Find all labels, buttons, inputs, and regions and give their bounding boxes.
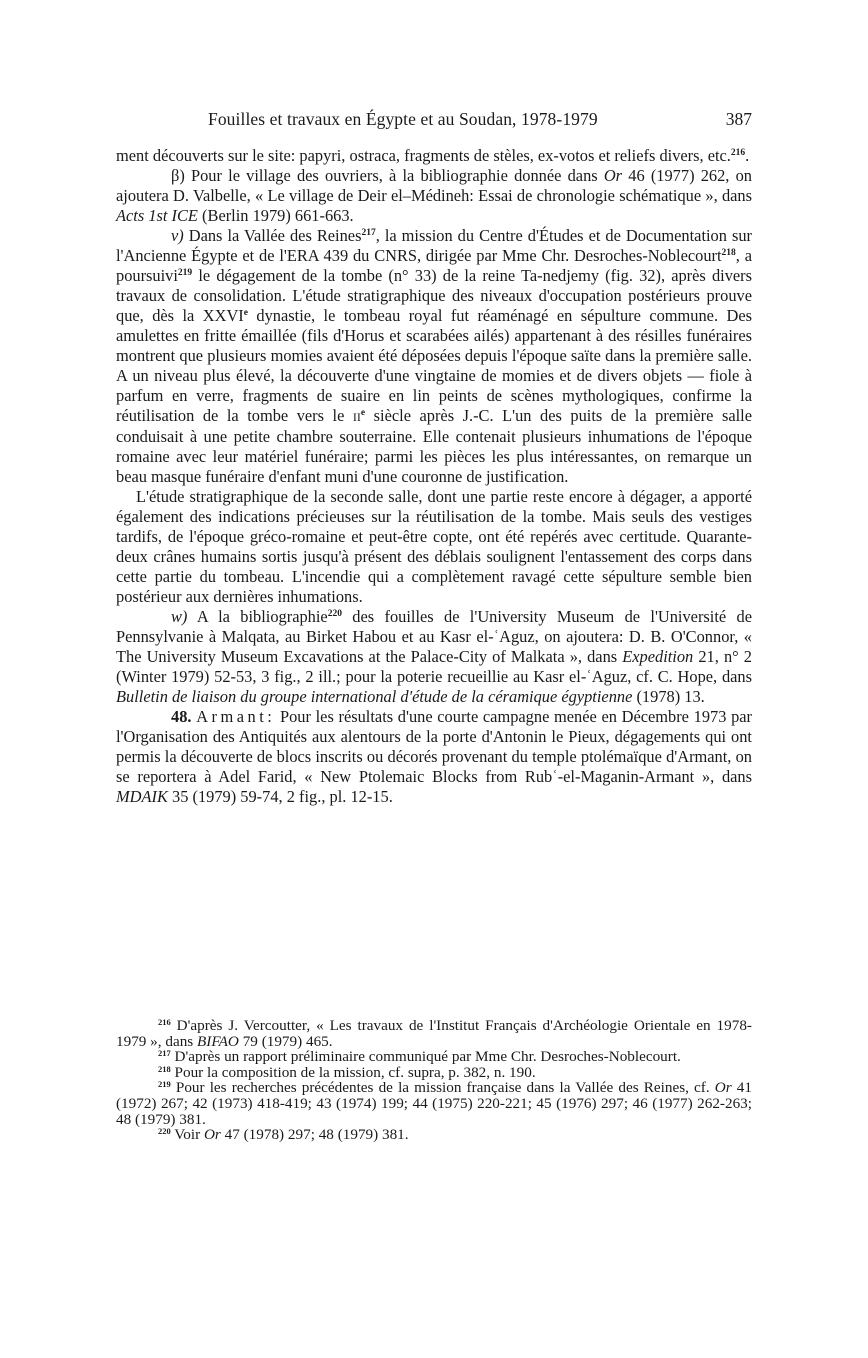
footnote-ref-219[interactable]: 219 (177, 268, 193, 278)
footnote-ref-218[interactable]: 218 (721, 248, 736, 258)
running-header (116, 109, 752, 135)
section-place: Armant: (196, 707, 276, 726)
footnote-ref-216[interactable]: 216 (730, 148, 746, 158)
paragraph-armant: 48. Armant: Pour les résultats d'une courte campagne menée en Décembre 1973 par l'Organisation des Antiquités aux alentours de la porte d'Antonin le Pieux, dégagements qui ont permis la découverte de blocs inscrits ou décorés provenant du temple ptolémaïque d'Armant, on se reportera à Adel Farid, « New Ptolemaic Blocks from Rubʿ-el-Maganin-Armant », dans MDAIK 35 (1979) 59-74, 2 fig., pl. 12-15. (116, 707, 753, 806)
footnote-ref-217[interactable]: 217 (361, 228, 376, 238)
paragraph-malqata: w) A la bibliographie$^{220}$ des fouilles de l'University Museum de l'Université de Pennsylvanie à Malqata, au Birket Habou et au Kasr el-ʿAguz, on ajoutera: D. B. O'Connor, « The University Museum Excavations at the Palace-City of Malkata », dans Expedition 21, n° 2 (Winter 1979) 52-53, 3 fig., 2 ill.; pour la poterie recueillie au Kasr el-ʿAguz, cf. C. Hope, dans Bulletin de liaison du groupe international d'étude de la céramique égyptienne (1978) 13. (116, 607, 752, 706)
footnotes (116, 1018, 752, 1143)
footnote-218: $^{218}$ Pour la composition de la mission, cf. supra, p. 382, n. 190. (158, 1063, 536, 1081)
paragraph-valley-of-queens: v) Dans la Vallée des Reines$^{217}$, la mission du Centre d'Études et de Documentation sur l'Ancienne Égypte et de l'ERA 439 du CNRS, dirigée par Mme Chr. Desroches-Noblecourt$^{218}$, a poursuivi$^{219}$ le dégagement de la tombe (n° 33) de la reine Ta-nedjemy (fig. 32), après divers travaux de consolidation. L'étude stratigraphique des niveaux d'occupation postérieurs prouve que, dès la XXVIe dynastie, le tombeau royal fut réaménagé en sépulture commune. Des amulettes en fritte émaillée (fils d'Horus et scarabées ailés) appartenant à des résilles funéraires montrent que plusieurs momies avaient été déposées depuis l'époque saïte dans la première salle. A un niveau plus élevé, la découverte d'une vingtaine de momies et de divers objets — fiole à parfum en verre, fragments de suaire en lin peints de scènes mythologiques, confirme la réutilisation de la tombe vers le IIe siècle après J.-C. L'un des puits de la première salle conduisait à une petite chambre souterraine. Elle contenait plusieurs inhumations de l'époque romaine avec leur matériel funéraire; parmi les pièces les plus intéressantes, on remarque un beau masque funéraire d'enfant muni d'une couronne de justification. (116, 226, 752, 486)
footnote-219: $^{219}$ Pour les recherches précédentes de la mission française dans la Vallée des Reines, cf. Or 41 (1972) 267; 42 (1973) 418-419; 43 (1974) 199; 44 (1975) 220-221; 45 (1976) 297; 46 (1977) 262-263; 48 (1979) 381. (116, 1079, 752, 1128)
running-title: Fouilles et travaux en Égypte et au Soudan, 1978-1979 (208, 109, 598, 129)
footnote-217: $^{217}$ D'après un rapport préliminaire communiqué par Mme Chr. Desroches-Noblecourt. (158, 1048, 681, 1066)
page-number: 387 (725, 109, 752, 129)
footnote-ref-220[interactable]: 220 (327, 609, 342, 619)
paragraph-second-room: L'étude stratigraphique de la seconde salle, dont une partie reste encore à dégager, a apporté également des indications précieuses sur la réutilisation de la tombe. Mais seuls des vestiges tardifs, de l'époque gréco-romaine et peut-être copte, ont été repérés avec certitude. Quarante-deux crânes humains sortis jusqu'à présent des déblais soulignent l'entassement des corps dans cette partie du tombeau. L'incendie qui a complètement ravagé cette sépulture semble bien postérieur aux dernières inhumations. (116, 487, 752, 606)
paragraph-beta: β) Pour le village des ouvriers, à la bibliographie donnée dans Or 46 (1977) 262, on ajoutera D. Valbelle, « Le village de Deir el–Médineh: Essai de chronologie schématique », dans Acts 1st ICE (Berlin 1979) 661-663. (116, 166, 752, 225)
main-text (116, 146, 752, 807)
footnote-220: $^{220}$ Voir Or 47 (1978) 297; 48 (1979) 381. (158, 1126, 409, 1144)
section-number: 48. (171, 707, 192, 726)
paragraph-continuation: ment découverts sur le site: papyri, ostraca, fragments de stèles, ex-votos et reliefs divers, etc.$^{216}$. (116, 146, 750, 165)
footnote-216: $^{216}$ D'après J. Vercoutter, « Les travaux de l'Institut Français d'Archéologie Orientale en 1978-1979 », dans BIFAO 79 (1979) 465. (116, 1017, 752, 1050)
